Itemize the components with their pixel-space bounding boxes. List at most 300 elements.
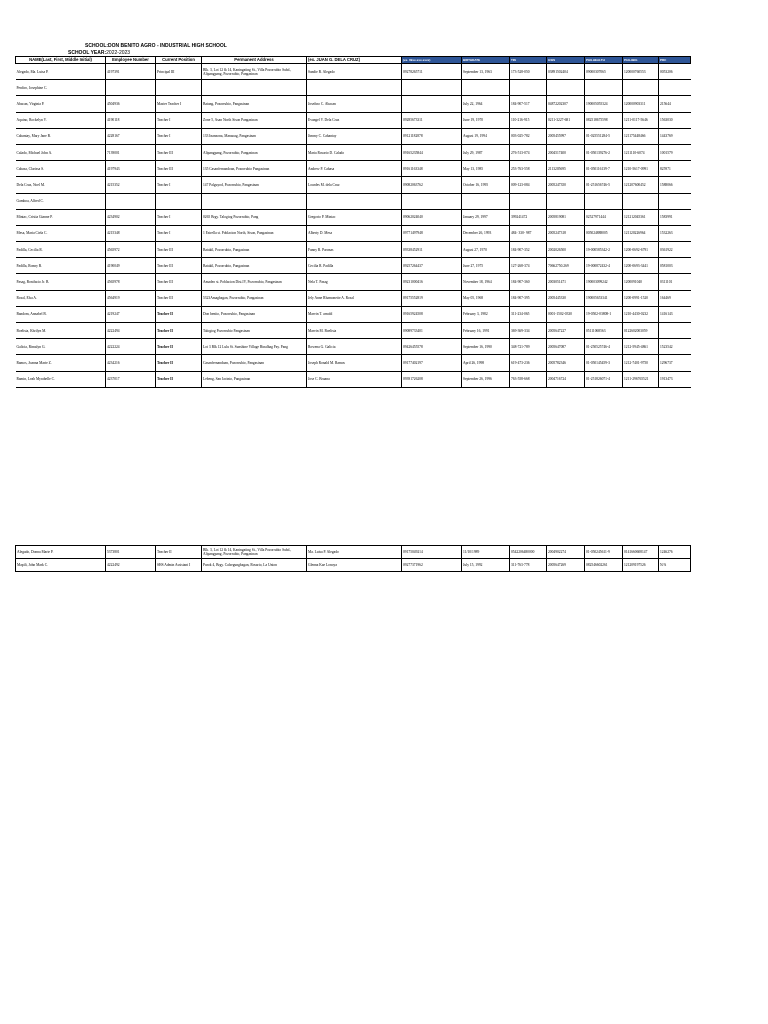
cell-birthdate: September 13, 1963 <box>462 64 510 80</box>
cell-permanent-address <box>202 80 307 96</box>
school-name: SCHOOL:DON BENITO AGRO - INDUSTRIAL HIGH SCHOOL <box>85 43 227 49</box>
cell-employee-number: 4197943 <box>106 161 156 177</box>
cell-gsis: 70662750.269 <box>547 258 585 274</box>
cell-tin: 184-907-517 <box>510 96 547 112</box>
col-header-gsis: GSIS <box>547 57 585 64</box>
cell-tin <box>510 80 547 96</box>
cell-gsis: 0211-3227-681 <box>547 112 585 128</box>
cell-pagibig: 1211-0117-5646 <box>623 112 659 128</box>
cell-birthdate: September 16, 1990 <box>462 339 510 355</box>
col-header-name: NAME(Last, First, Middle Initial) <box>16 57 106 64</box>
cell-employee-number: 4215352 <box>106 177 156 193</box>
cell-employee-number: 4215348 <box>106 225 156 241</box>
cell-pagibig <box>623 80 659 96</box>
cell-contact-person: Maria Rosario D. Calado <box>307 144 402 160</box>
table-row <box>16 209 691 225</box>
cell-permanent-address <box>202 193 307 209</box>
cell-pagibig: 121209197526 <box>623 559 659 572</box>
cell-philhealth: 19-0502-03808-1 <box>585 306 623 322</box>
cell-employee-number: 4234216 <box>106 355 156 371</box>
cell-tin: 253-763-558 <box>510 161 547 177</box>
cell-contact-person: Jimmy C. Cabantay <box>307 128 402 144</box>
cell-prc: 825971 <box>659 161 691 177</box>
cell-contact-number: 09338452911 <box>402 242 462 258</box>
cell-contact-person: Marvin M. Boelista <box>307 323 402 339</box>
cell-employee-number <box>106 193 156 209</box>
cell-prc: 1913473 <box>659 371 691 387</box>
table-row <box>16 258 691 274</box>
cell-tin: 003-025-782 <box>510 128 547 144</box>
cell-gsis <box>547 193 585 209</box>
cell-prc <box>659 323 691 339</box>
cell-current-position: SHS Admin Assistant I <box>156 559 202 572</box>
cell-permanent-address: 135 Casanfernandoan, Pozorrubio Pangasinan <box>202 161 307 177</box>
cell-name: Ramin, Leah Myrabelle C. <box>16 371 106 387</box>
cell-birthdate: June 19, 1970 <box>462 112 510 128</box>
cell-permanent-address: Batakil, Pozorrubio, Pangasinan <box>202 242 307 258</box>
cell-philhealth: 01-251656746-5 <box>585 177 623 193</box>
cell-name: Galicia, Rimalyn G. <box>16 339 106 355</box>
cell-contact-person: Marvin T. arnold <box>307 306 402 322</box>
cell-philhealth: 02527971444 <box>585 209 623 225</box>
cell-contact-number: 09089733401 <box>402 323 462 339</box>
cell-gsis: 2005455997 <box>547 128 585 144</box>
col-header-tin: TIN <box>510 57 547 64</box>
cell-name: Mapili, John Mark C. <box>16 559 106 572</box>
cell-permanent-address: Amadeo st. Poblacion Dist.IV, Pozorrubio, Pangasinan <box>202 274 307 290</box>
cell-name: Ramos, Joanna Marie Z. <box>16 355 106 371</box>
cell-permanent-address: Don benito, Pozorrubio, Pangasinan <box>202 306 307 322</box>
cell-gsis: 2113205695 <box>547 161 585 177</box>
cell-contact-person: Evangel V. Dela Cruz <box>307 112 402 128</box>
cell-philhealth: 01-050139276-2 <box>585 144 623 160</box>
cell-pagibig: 1200-0692-6791 <box>623 242 659 258</box>
cell-prc: 1523542 <box>659 339 691 355</box>
cell-contact-number: 09175049214 <box>402 546 462 559</box>
cell-name: Cabantay, Mary Jane B. <box>16 128 106 144</box>
cell-prc: 1001579 <box>659 144 691 160</box>
cell-pagibig <box>623 193 659 209</box>
cell-pagibig: 1212-5945-4861 <box>623 339 659 355</box>
table-row <box>16 274 691 290</box>
cell-employee-number: 4565972 <box>106 242 156 258</box>
cell-permanent-address: Purok 4, Brgy. Calsegungbagan, Rosario, La Union <box>202 559 307 572</box>
cell-gsis: 2005247318 <box>547 225 585 241</box>
cell-current-position: Teacher III <box>156 161 202 177</box>
cell-gsis: 2005782346 <box>547 355 585 371</box>
cell-current-position: Principal III <box>156 64 202 80</box>
cell-philhealth: 01-050116139-7 <box>585 161 623 177</box>
cell-employee-number: 4222494 <box>106 323 156 339</box>
cell-birthdate: October 16, 1995 <box>462 177 510 193</box>
school-year-label: SCHOOL YEAR: <box>68 50 107 56</box>
cell-contact-person: Sandie B. Alegado <box>307 64 402 80</box>
cell-philhealth: 190003099242 <box>585 274 623 290</box>
cell-tin: 173-528-050 <box>510 64 547 80</box>
cell-prc: 1563030 <box>659 112 691 128</box>
cell-philhealth: 082518675598 <box>585 112 623 128</box>
cell-current-position: Teacher II <box>156 339 202 355</box>
cell-pagibig: 1210-4430-0232 <box>623 306 659 322</box>
cell-current-position: Teacher III <box>156 258 202 274</box>
cell-name: Padilla, Cecilia R. <box>16 242 106 258</box>
cell-birthdate: August 19, 1994 <box>462 128 510 144</box>
school-year-value: 2022-2023 <box>106 50 131 56</box>
cell-birthdate: May 13, 1985 <box>462 161 510 177</box>
cell-philhealth: 01-025551284-5 <box>585 128 623 144</box>
cell-contact-person: Alberty D. Mesa <box>307 225 402 241</box>
table-row <box>16 339 691 355</box>
cell-gsis <box>547 80 585 96</box>
cell-contact-number: 09285673311 <box>402 112 462 128</box>
cell-name: Penfiro, Josephine C. <box>16 80 106 96</box>
table-row <box>16 242 691 258</box>
cell-birthdate: July 29, 1987 <box>462 144 510 160</box>
cell-pagibig: 1212-7401-9750 <box>623 355 659 371</box>
cell-gsis: 2005647087 <box>547 339 585 355</box>
cell-employee-number: 4197391 <box>106 64 156 80</box>
cell-gsis: 2005445330 <box>547 290 585 306</box>
col-header-contact-person: (ex. JUAN G. DELA CRUZ) <box>307 57 402 64</box>
col-header-prc: PRC <box>659 57 691 64</box>
cell-prc: 1246276 <box>659 546 691 559</box>
cell-prc: 0361922 <box>659 242 691 258</box>
cell-employee-number: 4237017 <box>106 371 156 387</box>
cell-gsis: 2002026500 <box>547 242 585 258</box>
cell-current-position: Teacher III <box>156 274 202 290</box>
cell-contact-person: Andrew P. Cabasa <box>307 161 402 177</box>
cell-permanent-address: Blk. 3, Lot 12 & 14, Kaningating St., Villa Pozorrubio Subd., Alipangpang, Pozorrubio, Pangasinan <box>202 64 307 80</box>
cell-name: Calado, Michael John A. <box>16 144 106 160</box>
cell-current-position: Teacher III <box>156 144 202 160</box>
cell-contact-number: 09177402197 <box>402 355 462 371</box>
cell-tin: 311-763-778 <box>510 559 547 572</box>
cell-prc: 215644 <box>659 96 691 112</box>
cell-employee-number: 4234902 <box>106 209 156 225</box>
employee-table <box>15 56 691 388</box>
cell-name: Dela Cruz, Noel M. <box>16 177 106 193</box>
cell-current-position: Teacher III <box>156 290 202 306</box>
cell-contact-person: Ma. Luisa P. Alegado <box>307 546 402 559</box>
cell-contact-person: Gregorio P. Mintac <box>307 209 402 225</box>
table-row <box>16 64 691 80</box>
cell-gsis: 2004517400 <box>547 144 585 160</box>
cell-contact-number: 09257264437 <box>402 258 462 274</box>
cell-current-position: Teacher II <box>156 371 202 387</box>
cell-tin: 399241472 <box>510 209 547 225</box>
cell-name: Padilla, Ronny B. <box>16 258 106 274</box>
cell-tin: 009-123-084 <box>510 177 547 193</box>
cell-employee-number: 4228167 <box>106 128 156 144</box>
cell-philhealth: 19-000872432-4 <box>585 258 623 274</box>
col-header-permanent-address: Permanent Address <box>202 57 307 64</box>
cell-employee-number: 4190049 <box>106 258 156 274</box>
cell-contact-number: 09161163348 <box>402 161 462 177</box>
col-header-contact-number: (ex. 09xx-xxx-xxxx) <box>402 57 462 64</box>
cell-employee-number <box>106 80 156 96</box>
cell-gsis: 2004902274 <box>547 546 585 559</box>
cell-philhealth: 01-251826071-4 <box>585 371 623 387</box>
cell-pagibig: 1200-0693-3441 <box>623 258 659 274</box>
cell-contact-number: 09231000416 <box>402 274 462 290</box>
cell-contact-number <box>402 96 462 112</box>
cell-permanent-address: 147 Palguyod, Pozorrubio, Pangasinan <box>202 177 307 193</box>
table-row <box>16 193 691 209</box>
cell-pagibig: 120000760553 <box>623 64 659 80</box>
cell-permanent-address: 133 Inanzona, Manaoag, Pangasinan <box>202 128 307 144</box>
cell-contact-person <box>307 80 402 96</box>
table-row <box>16 225 691 241</box>
cell-pagibig: 121207600452 <box>623 177 659 193</box>
table-row <box>16 144 691 160</box>
table-row <box>16 177 691 193</box>
cell-gsis: 0001-1502-0330 <box>547 306 585 322</box>
cell-birthdate: July 22, 1964 <box>462 96 510 112</box>
cell-permanent-address: Alipangpang, Pozorrubio, Pangasinan <box>202 144 307 160</box>
table-row <box>16 80 691 96</box>
cell-contact-person: Jely Anne Rhamonette A. Rosal <box>307 290 402 306</box>
cell-current-position: Teacher II <box>156 323 202 339</box>
cell-name: Abacan, Virginia P. <box>16 96 106 112</box>
cell-employee-number: 4222224 <box>106 339 156 355</box>
cell-prc: 1588066 <box>659 177 691 193</box>
cell-permanent-address: Lebeng, San Jacinto, Pangasinan <box>202 371 307 387</box>
cell-contact-number: 09121182878 <box>402 128 462 144</box>
cell-contact-number: 09165235844 <box>402 144 462 160</box>
cell-current-position: Teacher II <box>156 546 202 559</box>
table-row <box>16 161 691 177</box>
cell-permanent-address: 5323Amagbagan, Pozorrubio, Pangasinan <box>202 290 307 306</box>
cell-permanent-address: Casanfernandoan, Pozorrubio, Pangasinan <box>202 355 307 371</box>
cell-tin: 311-234-065 <box>510 306 547 322</box>
cell-prc: N/A <box>659 559 691 572</box>
cell-contact-person: Rowena G. Galicia <box>307 339 402 355</box>
cell-philhealth: 005024888005 <box>585 225 623 241</box>
cell-name: Boelista, Khrilyn M. <box>16 323 106 339</box>
cell-tin: 484- 330- 987 <box>510 225 547 241</box>
table-row <box>16 290 691 306</box>
cell-contact-number: 09175552819 <box>402 290 462 306</box>
cell-philhealth: 082546602261 <box>585 559 623 572</box>
cell-tin: 348-721-789 <box>510 339 547 355</box>
cell-philhealth <box>585 80 623 96</box>
cell-contact-number: 09771497948 <box>402 225 462 241</box>
table-row <box>16 96 691 112</box>
cell-contact-number: 09426455578 <box>402 339 462 355</box>
cell-contact-number: 09277371962 <box>402 559 462 572</box>
cell-birthdate: June 27, 1975 <box>462 258 510 274</box>
cell-contact-number: 09165924508 <box>402 306 462 322</box>
col-header-current-position: Current Position <box>156 57 202 64</box>
cell-birthdate: July 15, 1992 <box>462 559 510 572</box>
cell-employee-number: 7139001 <box>106 144 156 160</box>
cell-contact-person: Glenna Kae Lonoya <box>307 559 402 572</box>
cell-gsis: 2004716724 <box>547 371 585 387</box>
cell-prc: 0581003 <box>659 258 691 274</box>
cell-pagibig: 121175448466 <box>623 128 659 144</box>
cell-birthdate: August 27, 1970 <box>462 242 510 258</box>
cell-employee-number: 4190118 <box>106 112 156 128</box>
cell-birthdate: 11/10/1989 <box>462 546 510 559</box>
cell-pagibig: 120000903311 <box>623 96 659 112</box>
table-row <box>16 128 691 144</box>
cell-name: Gamboa, Alfred C. <box>16 193 106 209</box>
cell-current-position: Teacher I <box>156 177 202 193</box>
cell-pagibig: 121212045361 <box>623 209 659 225</box>
cell-contact-person: Lourdes M. dela Cruz <box>307 177 402 193</box>
cell-tin <box>510 193 547 209</box>
cell-employee-number: 4222492 <box>106 559 156 572</box>
cell-prc: 1416143 <box>659 306 691 322</box>
cell-name: Cabasa, Clarissa S. <box>16 161 106 177</box>
cell-tin: 184-907-352 <box>510 242 547 258</box>
cell-permanent-address: Batang, Pozorrubio, Pangasinan <box>202 96 307 112</box>
cell-contact-number: 09391726208 <box>402 371 462 387</box>
cell-current-position <box>156 80 202 96</box>
cell-prc <box>659 193 691 209</box>
cell-name: Alegado, Donna Marie P. <box>16 546 106 559</box>
cell-tin: 184-907-395 <box>510 290 547 306</box>
cell-philhealth: 05111068563 <box>585 323 623 339</box>
cell-employee-number: 4565978 <box>106 274 156 290</box>
col-header-birthdate: BIRTHDATE <box>462 57 510 64</box>
cell-prc: 1443769 <box>659 128 691 144</box>
cell-philhealth: 19-000585342-2 <box>585 242 623 258</box>
cell-philhealth: 190005055324 <box>585 96 623 112</box>
cell-current-position: Teacher I <box>156 209 202 225</box>
cell-philhealth: 01-250525746-4 <box>585 339 623 355</box>
cell-gsis: 2005247350 <box>547 177 585 193</box>
cell-contact-number: 09278265711 <box>402 64 462 80</box>
cell-employee-number: 4564919 <box>106 290 156 306</box>
cell-current-position: Teacher III <box>156 242 202 258</box>
cell-birthdate: February 16, 1991 <box>462 323 510 339</box>
cell-birthdate: November 18, 1964 <box>462 274 510 290</box>
cell-pagibig: 1211110-6074 <box>623 144 659 160</box>
table-row <box>16 112 691 128</box>
cell-gsis: 03891502404 <box>547 64 585 80</box>
cell-name: Alegado, Ma. Luisa P. <box>16 64 106 80</box>
cell-permanent-address: Talogtog Pozorrubio Pangasinan <box>202 323 307 339</box>
cell-permanent-address: 1 Estrella st. Poblacion North, Sison, Pangasinan <box>202 225 307 241</box>
cell-contact-person: Jose C. Bruana <box>307 371 402 387</box>
cell-contact-person: Josefino C. Abacan <box>307 96 402 112</box>
cell-philhealth: 01-050245611-9 <box>585 546 623 559</box>
cell-prc: 0311101 <box>659 274 691 290</box>
cell-tin: 369-369-334 <box>510 323 547 339</box>
cell-name: Bandom, Annabel B. <box>16 306 106 322</box>
cell-contact-person: Nela T. Pasag <box>307 274 402 290</box>
cell-name: Mesa, Maria Ciela C. <box>16 225 106 241</box>
cell-contact-number: 09062024040 <box>402 209 462 225</box>
table-row <box>16 306 691 322</box>
cell-name: Mintac, Cristia Gianne P. <box>16 209 106 225</box>
table-row <box>16 355 691 371</box>
cell-permanent-address: Zone 5, Asan North Sison Pangasinan <box>202 112 307 128</box>
cell-pagibig: 1210-5617-0991 <box>623 161 659 177</box>
cell-prc: 164469 <box>659 290 691 306</box>
col-header-philhealth: PHILHEALTH <box>585 57 623 64</box>
employee-table-2 <box>15 545 691 572</box>
cell-gsis: 2005647227 <box>547 323 585 339</box>
table-header-row <box>16 57 691 64</box>
cell-name: Pasag, Bonifacio Jr. B. <box>16 274 106 290</box>
cell-gsis: 2003051471 <box>547 274 585 290</box>
cell-birthdate: February 3, 1982 <box>462 306 510 322</box>
cell-contact-number <box>402 193 462 209</box>
cell-tin: 763-558-668 <box>510 371 547 387</box>
col-header-employee-number: Employee Number <box>106 57 156 64</box>
cell-employee-number: 4219247 <box>106 306 156 322</box>
cell-contact-person: Cecilia R. Padilla <box>307 258 402 274</box>
cell-contact-person: Joseph Ronald M. Ramos <box>307 355 402 371</box>
cell-prc: 1532263 <box>659 225 691 241</box>
cell-permanent-address: Blk. 3, Lot 12 & 14, Kaningating St., Villa Pozorrubio Subd., Alipangpang, Pozorrubio, Pangasinan <box>202 546 307 559</box>
cell-pagibig: 0122602003059 <box>623 323 659 339</box>
cell-pagibig: 1200091040 <box>623 274 659 290</box>
cell-tin: 619-473-236 <box>510 355 547 371</box>
cell-current-position: Teacher II <box>156 306 202 322</box>
cell-philhealth: 01-050145459-3 <box>585 355 623 371</box>
cell-name: Rosal, Elsa A. <box>16 290 106 306</box>
cell-prc: 1296737 <box>659 355 691 371</box>
cell-gsis: 04872202307 <box>547 96 585 112</box>
cell-contact-person: Fanny R. Paronas <box>307 242 402 258</box>
cell-tin: 110-216-915 <box>510 112 547 128</box>
cell-pagibig: 0141660608147 <box>623 546 659 559</box>
cell-birthdate <box>462 193 510 209</box>
cell-pagibig: 1211-296765521 <box>623 371 659 387</box>
cell-contact-number <box>402 80 462 96</box>
cell-pagibig: 1200-0991-1520 <box>623 290 659 306</box>
cell-birthdate: September 26, 1996 <box>462 371 510 387</box>
cell-prc: 0053206 <box>659 64 691 80</box>
cell-current-position: Teacher I <box>156 128 202 144</box>
cell-current-position: Master Teacher I <box>156 96 202 112</box>
cell-current-position: Teacher I <box>156 112 202 128</box>
cell-gsis: 2005647269 <box>547 559 585 572</box>
cell-pagibig: 121120226964 <box>623 225 659 241</box>
table-row <box>16 559 691 572</box>
cell-philhealth: 09000307065 <box>585 64 623 80</box>
cell-employee-number: 4504936 <box>106 96 156 112</box>
cell-tin: 127-268-374 <box>510 258 547 274</box>
cell-current-position: Teacher II <box>156 355 202 371</box>
cell-contact-number: 09082063762 <box>402 177 462 193</box>
cell-permanent-address: 0265 Brgy. Talogtog Pozorrubio, Pang <box>202 209 307 225</box>
cell-prc: 1583991 <box>659 209 691 225</box>
table-row <box>16 371 691 387</box>
cell-name: Aquino, Rockelyn V. <box>16 112 106 128</box>
cell-birthdate: January 29, 1997 <box>462 209 510 225</box>
cell-tin: 276-513-074 <box>510 144 547 160</box>
cell-philhealth: 190005653341 <box>585 290 623 306</box>
cell-prc <box>659 80 691 96</box>
cell-current-position <box>156 193 202 209</box>
table-row <box>16 546 691 559</box>
cell-contact-person <box>307 193 402 209</box>
cell-tin: 184-907-360 <box>510 274 547 290</box>
cell-birthdate <box>462 80 510 96</box>
cell-birthdate: December 26, 1993 <box>462 225 510 241</box>
col-header-pagibig: PAG-IBIG <box>623 57 659 64</box>
cell-permanent-address: Batakil, Pozorrubio, Pangasinan <box>202 258 307 274</box>
cell-permanent-address: Lot 3 Blk 12 Lulu St. Sunshine Village Binalbag Pay. Pang <box>202 339 307 355</box>
cell-gsis: 2005819081 <box>547 209 585 225</box>
table-row <box>16 323 691 339</box>
cell-philhealth <box>585 193 623 209</box>
cell-current-position: Teacher I <box>156 225 202 241</box>
